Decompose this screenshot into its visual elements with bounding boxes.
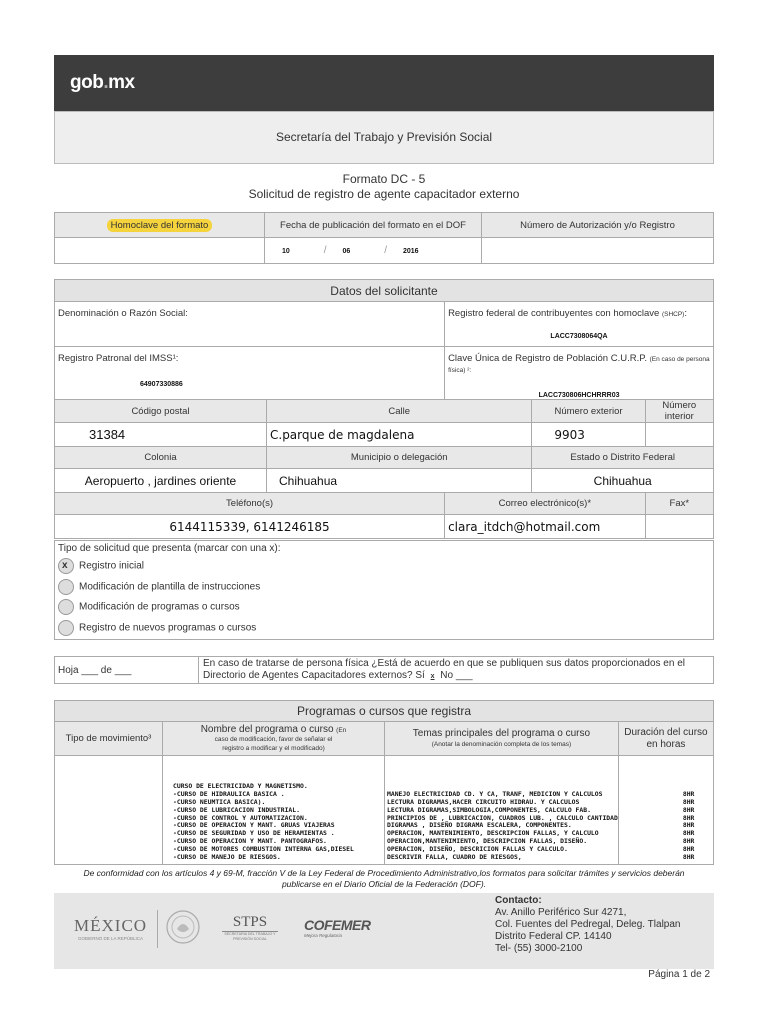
programas-table: [54, 700, 714, 865]
denominacion-field[interactable]: Denominación o Razón Social:: [55, 302, 445, 347]
rfc-value: LACC7308064QA: [550, 333, 608, 340]
option-registro-inicial[interactable]: x Registro inicial: [58, 558, 144, 574]
page-number: Página 1 de 2: [648, 969, 710, 980]
legal-note: De conformidad con los artículos 4 y 69-M, fracción V de la Ley Federal de Procedimiento Administrativo,los formatos para solicitar trámites y servicios deberán publicarse en el Diario Oficial de la Federación (DOF).: [83, 868, 685, 889]
tel-value[interactable]: 6144115339, 6141246185: [55, 515, 445, 539]
courses-cell[interactable]: [163, 756, 385, 865]
radio-nuevos-programas[interactable]: [58, 620, 74, 636]
hoja-table: [54, 656, 714, 684]
hoja-field[interactable]: Hoja ___ de ___: [55, 657, 199, 684]
solicitante-table: [54, 279, 714, 539]
tipo-movimiento-header: Tipo de movimiento³: [55, 722, 163, 756]
nombre-programa-header: Nombre del programa o curso (En caso de modificación, favor de señalar el registro a modificar y el modificado): [163, 722, 385, 756]
gobmx-logo: gob.mx: [70, 72, 135, 93]
option-modificacion-programas[interactable]: Modificación de programas o cursos: [58, 599, 240, 615]
imss-value: 64907330886: [140, 381, 183, 388]
tel-header: Teléfono(s): [55, 493, 445, 515]
solicitante-title: Datos del solicitante: [55, 280, 714, 302]
courses-list: CURSO DE ELECTRICIDAD Y MAGNETISMO. -CURSO DE HIDRAULICA BASICA . -CURSO NEUMTICA BASICA). -CURSO DE LUBRICACION INDUSTRIAL. -CURSO DE CONTROL Y AUTOMATIZACION. -CURSO DE OPERACION Y MANT. GRUAS VIAJERAS -CURSO DE SEGURIDAD Y USO DE HERAMIENTAS . -CURSO DE OPERACION Y MANT. PANTOGRAFOS. -CURSO DE MOTORES COMBUSTION INTERNA GAS,DIESEL -CURSO DE MANEJO DE RIESGOS.: [173, 781, 354, 862]
tipo-movimiento-cell[interactable]: [55, 756, 163, 865]
stps-logo: STPS SECRETARÍA DEL TRABAJO Y PREVISIÓN SOCIAL: [222, 914, 278, 942]
correo-header: Correo electrónico(s)*: [445, 493, 646, 515]
duracion-cell[interactable]: [618, 756, 713, 865]
form-title-block: [54, 172, 714, 202]
estado-value[interactable]: Chihuahua: [532, 469, 714, 493]
header-bar: [54, 55, 714, 111]
radio-modificacion-programas[interactable]: [58, 599, 74, 615]
cp-value[interactable]: 31384: [55, 423, 267, 447]
fecha-header: Fecha de publicación del formato en el DOF: [265, 213, 482, 238]
numero-header: Número de Autorización y/o Registro: [482, 213, 714, 238]
estado-header: Estado o Distrito Federal: [532, 447, 714, 469]
si-mark[interactable]: x: [430, 672, 435, 680]
municipio-value[interactable]: Chihuahua: [267, 469, 532, 493]
mexico-seal-icon: [165, 909, 201, 950]
cofemer-logo: COFEMER Mejora Regulatoria: [304, 917, 371, 938]
radio-registro-inicial[interactable]: x: [58, 558, 74, 574]
mexico-logo: MÉXICO GOBIERNO DE LA REPÚBLICA: [74, 916, 148, 941]
imss-field[interactable]: Registro Patronal del IMSS¹: 64907330886: [55, 347, 445, 400]
contact-block: Contacto: Av. Anillo Periférico Sur 4271, Col. Fuentes del Pedregal, Deleg. Tlalpan Distrito Federal CP. 14140 Tel- (55) 3000-2100: [495, 895, 681, 954]
duracion-list: 8HR 8HR 8HR 8HR 8HR 8HR 8HR 8HR 8HR: [682, 789, 695, 862]
correo-value[interactable]: clara_itdch@hotmail.com: [445, 515, 646, 539]
rfc-field[interactable]: Registro federal de contribuyentes con homoclave (SHCP): LACC7308064QA: [445, 302, 714, 347]
form-subtitle: Solicitud de registro de agente capacitador externo: [248, 187, 520, 201]
temas-header: Temas principales del programa o curso (Anotar la denominación completa de los temas): [385, 722, 619, 756]
fax-header: Fax*: [645, 493, 713, 515]
option-modificacion-plantilla[interactable]: Modificación de plantilla de instrucciones: [58, 579, 260, 595]
option-nuevos-programas[interactable]: Registro de nuevos programas o cursos: [58, 620, 256, 636]
homoclave-header: Homoclave del formato: [55, 213, 265, 238]
cp-header: Código postal: [55, 400, 267, 423]
tipo-solicitud-label: Tipo de solicitud que presenta (marcar con una x):: [58, 543, 281, 554]
homoclave-value[interactable]: [55, 238, 265, 264]
colonia-value[interactable]: Aeropuerto , jardines oriente: [55, 469, 267, 493]
form-title: Formato DC - 5: [342, 172, 426, 186]
programas-title: Programas o cursos que registra: [55, 701, 714, 722]
fax-value[interactable]: [645, 515, 713, 539]
publicacion-consent: En caso de tratarse de persona física ¿Está de acuerdo en que se publiquen sus datos proporcionados en el Directorio de Agentes Capacitadores externos? Sí x No ___: [199, 657, 714, 684]
calle-value[interactable]: C.parque de magdalena: [267, 423, 532, 447]
curp-value: LACC730806HCHRRR03: [538, 392, 620, 399]
radio-modificacion-plantilla[interactable]: [58, 579, 74, 595]
num-ext-value[interactable]: 9903: [532, 423, 645, 447]
format-info-table: [54, 212, 714, 264]
ministry-banner: Secretaría del Trabajo y Previsión Social: [54, 111, 714, 164]
calle-header: Calle: [267, 400, 532, 423]
num-int-value[interactable]: [645, 423, 713, 447]
curp-field[interactable]: Clave Única de Registro de Población C.U.R.P. (En caso de persona física) ²: LACC730806HCHRRR03: [445, 347, 714, 400]
num-int-header: Número interior: [645, 400, 713, 423]
temas-list: MANEJO ELECTRICIDAD CD. Y CA, TRANF, MEDICION Y CALCULOS LECTURA DIGRAMAS,HACER CIRCUITO HIDRAU. Y CALCULOS LECTURA DIGRAMAS,SIMBOLOGIA,COMPONENTES, CALCULO FAB. PRINCIPIOS DE , LUBRICACION, CUADROS LUB. , CALCULO CANTIDAD DIGRAMAS , DISEÑO DIGRAMA ESCALERA, COMPONENTES. OPERACION, MANTENIMIENTO, DESCRIPCION FALLAS, Y CALCULO OPERACION,MANTENIMIENTO, DESCRIPCION FALLAS, DISEÑO. OPERACION, DISEÑO, DESCRICION FALLAS Y CALCULO. DESCRIVIR FALLA, CUADRO DE RIESGOS,: [387, 789, 618, 862]
colonia-header: Colonia: [55, 447, 267, 469]
footer-divider: [157, 910, 158, 948]
temas-cell[interactable]: [385, 756, 619, 865]
fecha-value[interactable]: 10 / 06 / 2016: [265, 238, 482, 264]
duracion-header: Duración del curso en horas: [618, 722, 713, 756]
num-ext-header: Número exterior: [532, 400, 645, 423]
numero-value[interactable]: [482, 238, 714, 264]
municipio-header: Municipio o delegación: [267, 447, 532, 469]
